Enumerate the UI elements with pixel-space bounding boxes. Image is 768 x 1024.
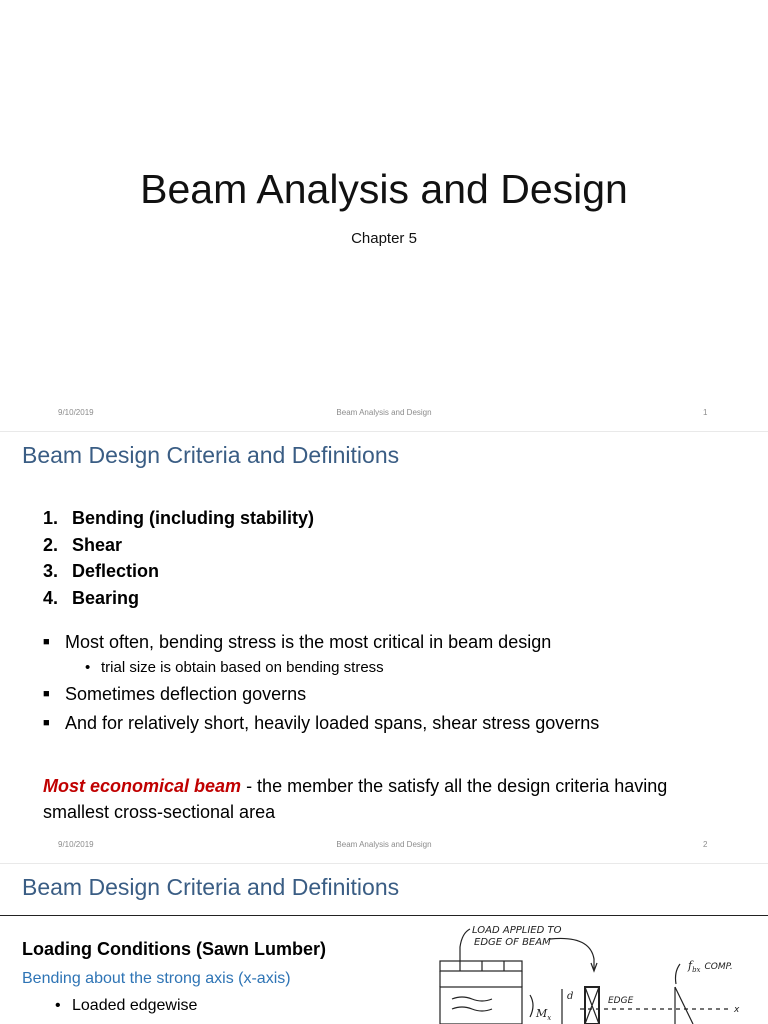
- title-rule: [0, 915, 768, 916]
- slide-title: Beam Analysis and Design: [140, 166, 628, 212]
- moment-arrow: [530, 995, 533, 1017]
- leader-line: [550, 938, 594, 969]
- footer-page-number: 1: [703, 408, 708, 417]
- sketch-label: d: [567, 991, 574, 1002]
- slide-title: Beam Design Criteria and Definitions: [22, 442, 400, 468]
- slide-1: [0, 0, 768, 432]
- bullet-list: [43, 632, 743, 734]
- bullet-dot-icon: •: [85, 659, 91, 676]
- beam-outline: [440, 971, 522, 987]
- footer-date: 9/10/2019: [58, 840, 94, 849]
- wood-grain: [452, 997, 492, 1011]
- sketch-label: EDGE OF BEAM: [474, 937, 551, 948]
- section-hatch: [585, 987, 599, 1024]
- section-subheading: Bending about the strong axis (x-axis): [22, 970, 291, 987]
- list-item: 4. Bearing: [43, 587, 140, 608]
- footer-date: 9/10/2019: [58, 408, 94, 417]
- square-bullet-icon: ■: [43, 636, 50, 648]
- square-bullet-icon: ■: [43, 717, 50, 729]
- list-item: 2. Shear: [43, 534, 123, 555]
- beam-loading-sketch: [430, 919, 768, 1024]
- sketch-label: EDGE: [608, 996, 634, 1006]
- list-item: 1. Bending (including stability): [43, 508, 314, 528]
- list-item: ■ And for relatively short, heavily loaded spans, shear stress governs: [43, 713, 600, 733]
- footer-page-number: 2: [703, 840, 708, 849]
- definition-paragraph: Most economical beam - the member the satisfy all the design criteria having smallest cross-sectional area: [43, 776, 668, 822]
- slide-2: [0, 432, 768, 864]
- list-item: ■ Most often, bending stress is the most critical in beam design: [43, 632, 552, 652]
- sketch-label: x: [734, 1005, 740, 1015]
- load-bar: [440, 961, 522, 971]
- list-item: ■ Sometimes deflection governs: [43, 684, 307, 704]
- sketch-label: $M_x$: [536, 1007, 552, 1022]
- leader-line: [676, 964, 681, 984]
- list-item: • Loaded edgewise: [55, 997, 198, 1014]
- list-item: • trial size is obtain based on bending stress: [85, 659, 384, 676]
- square-bullet-icon: ■: [43, 688, 50, 700]
- stress-diagram: [675, 987, 693, 1024]
- beam-elevation: [440, 987, 522, 1024]
- list-item: 3. Deflection: [43, 561, 160, 581]
- sketch-label: LOAD APPLIED TO: [472, 925, 562, 936]
- leader-line: [460, 929, 470, 961]
- slide-subtitle: Chapter 5: [351, 230, 417, 247]
- slide-title: Beam Design Criteria and Definitions: [22, 874, 400, 900]
- definition-term: Most economical beam: [43, 776, 242, 796]
- design-criteria-list: [43, 505, 314, 611]
- sketch-label: $f_{bx}$ $^{COMP.}$: [688, 959, 733, 974]
- footer-title: Beam Analysis and Design: [336, 408, 432, 417]
- slide-3: [0, 864, 768, 1024]
- footer-title: Beam Analysis and Design: [336, 840, 432, 849]
- bullet-dot-icon: •: [55, 997, 61, 1014]
- section-heading: Loading Conditions (Sawn Lumber): [22, 939, 326, 959]
